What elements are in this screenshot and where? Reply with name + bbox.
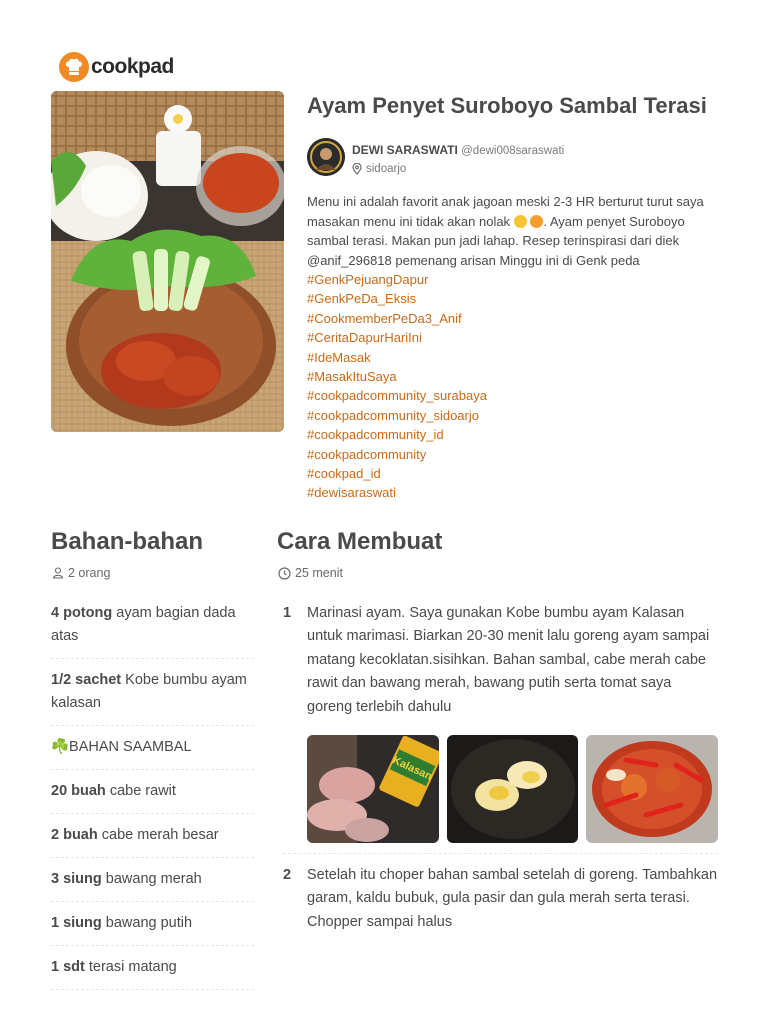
ingredient-name: terasi matang	[88, 959, 177, 975]
ingredient-quantity: 4 potong	[51, 605, 113, 621]
step-item	[283, 864, 718, 934]
description-part-2: . Ayam penyet Suroboyo sambal terasi. Makan pun jadi lahap. Resep terinspirasi dari diek @anif_296818 pemenang arisan Minggu ini di Genk peda	[307, 213, 685, 268]
hashtag-link[interactable]: #GenkPejuangDapur	[307, 272, 429, 287]
description-part-1: Menu ini adalah favorit anak jagoan meski 2-3 HR berturut turut saya masakan menu ini tidak akan nolak	[307, 194, 704, 229]
clock-icon	[278, 567, 291, 580]
step-photos	[307, 735, 718, 843]
hashtag-link[interactable]: #cookpad_id	[307, 466, 381, 482]
package-label: Kalasan	[390, 754, 434, 783]
ingredient-name: Kobe bumbu ayam kalasan	[51, 672, 247, 711]
author-name[interactable]: DEWI SARASWATI	[352, 143, 458, 157]
ingredient-quantity: 2 buah	[51, 827, 98, 843]
ingredient-quantity: 20 buah	[51, 783, 106, 799]
hashtag-link[interactable]: #CeritaDapurHariIni	[307, 330, 422, 346]
step-number: 2	[283, 867, 292, 884]
servings	[52, 566, 110, 580]
ingredient-item	[51, 726, 254, 770]
map-pin-icon	[352, 163, 362, 175]
author-block[interactable]	[307, 138, 564, 176]
ingredient-name: ☘️BAHAN SAAMBAL	[51, 739, 192, 755]
hashtag-list	[307, 270, 719, 503]
recipe-hero-image	[51, 91, 284, 432]
step-text: Setelah itu choper bahan sambal setelah di goreng. Tambahkan garam, kaldu bubuk, gula pasir dan gula merah serta terasi. Chopper sampai halus	[307, 867, 718, 930]
ingredient-quantity: 1 siung	[51, 915, 102, 931]
author-location	[352, 163, 564, 175]
recipe-description	[307, 192, 719, 503]
ingredient-quantity: 1 sdt	[51, 959, 85, 975]
servings-text: 2 orang	[68, 566, 111, 580]
location-text: sidoarjo	[366, 163, 407, 175]
author-handle: @dewi008saraswati	[461, 145, 565, 157]
ingredient-quantity: 3 siung	[51, 871, 102, 887]
step-number: 1	[283, 605, 292, 621]
ingredient-item	[51, 858, 254, 902]
hashtag-link[interactable]: #cookpadcommunity	[307, 446, 427, 462]
hashtag-link[interactable]: #cookpadcommunity_id	[307, 427, 444, 443]
cook-time-text: 25 menit	[295, 566, 343, 580]
step-photo[interactable]	[586, 735, 718, 843]
step-divider	[283, 853, 718, 854]
hashtag-link[interactable]: #IdeMasak	[307, 349, 371, 365]
ingredient-item	[51, 946, 254, 990]
ingredient-name: bawang putih	[105, 915, 193, 931]
step-text: Marinasi ayam. Saya gunakan Kobe bumbu ayam Kalasan untuk marimasi. Biarkan 20-30 menit lalu goreng ayam sampai matang kecoklatan.sisihkan. Bahan sambal, cabe merah cabe rawit dan bawang merah, bawang putih serta tomat saya goreng terlebih dahulu	[307, 605, 710, 715]
ingredient-list	[51, 592, 254, 990]
hashtag-link[interactable]: #MasakItuSaya	[307, 369, 397, 385]
ingredient-item	[51, 770, 254, 814]
smiling-emoji-icon	[530, 215, 543, 228]
ingredients-heading: Bahan-bahan	[51, 528, 204, 555]
cookpad-logo[interactable]	[59, 52, 174, 82]
steps-heading: Cara Membuat	[277, 528, 443, 555]
step-list	[283, 602, 718, 934]
ingredient-name: cabe rawit	[109, 783, 176, 799]
ingredient-item	[51, 902, 254, 946]
hashtag-link[interactable]: #cookpadcommunity_sidoarjo	[307, 407, 479, 423]
hashtag-link[interactable]: #CookmemberPeDa3_Anif	[307, 310, 462, 326]
hashtag-link[interactable]: #dewisaraswati	[307, 485, 396, 501]
hashtag-link[interactable]: #GenkPeDa_Eksis	[307, 291, 417, 307]
hashtag-link[interactable]: #cookpadcommunity_surabaya	[307, 388, 487, 404]
step-photo[interactable]	[447, 735, 579, 843]
ingredient-name: ayam bagian dada atas	[51, 605, 236, 644]
step-photo[interactable]	[307, 735, 439, 843]
ingredient-item	[51, 592, 254, 659]
avatar[interactable]	[307, 138, 345, 176]
chef-hat-icon	[59, 52, 89, 82]
ingredient-item	[51, 659, 254, 726]
ingredient-quantity: 1/2 sachet	[51, 672, 122, 688]
ingredient-name: cabe merah besar	[101, 827, 219, 843]
ingredient-item	[51, 814, 254, 858]
brand-name: cookpad	[91, 55, 174, 78]
description-text	[307, 192, 719, 270]
ingredient-name: bawang merah	[105, 871, 202, 887]
recipe-title: Ayam Penyet Suroboyo Sambal Terasi	[307, 93, 707, 118]
laughing-emoji-icon	[514, 215, 527, 228]
person-icon	[52, 567, 64, 579]
cook-time	[278, 566, 343, 580]
step-item	[283, 602, 718, 843]
